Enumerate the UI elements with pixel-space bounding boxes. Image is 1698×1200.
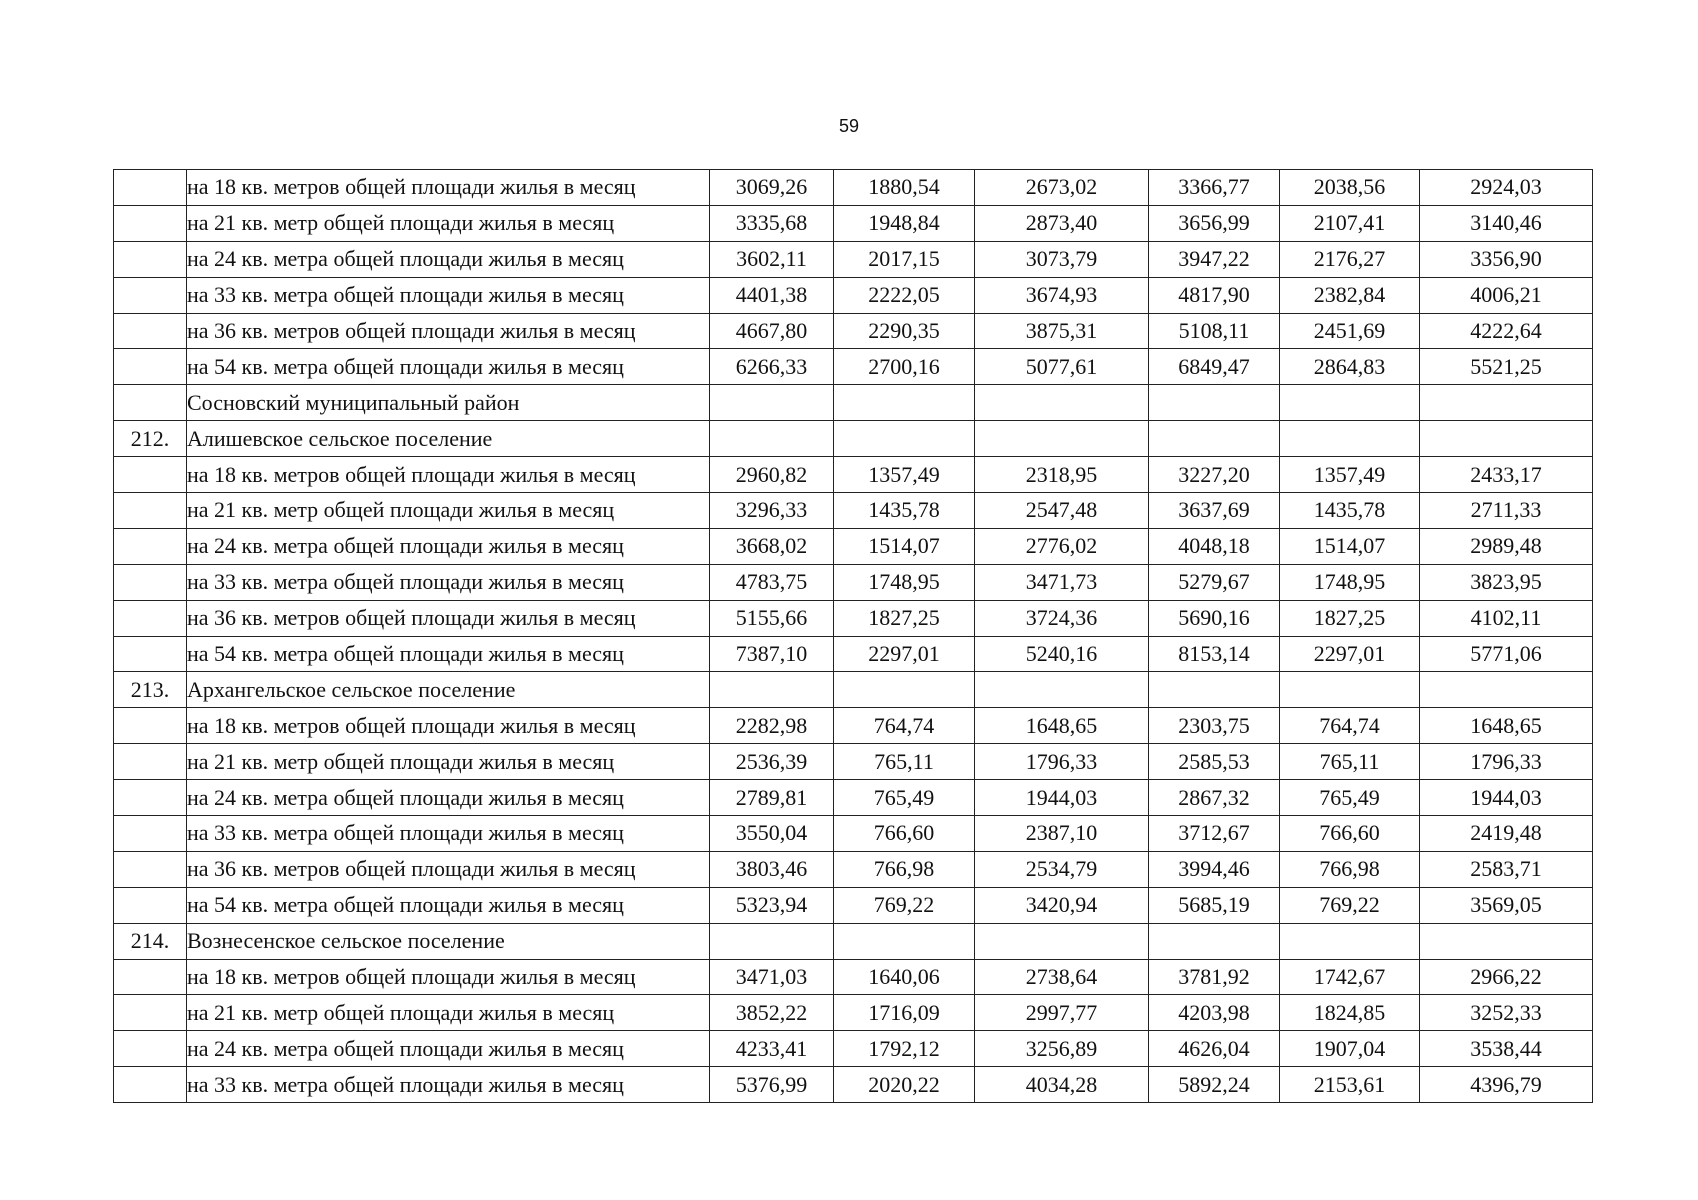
- value-cell-1: 5155,66: [710, 600, 834, 636]
- row-number-cell: [114, 241, 187, 277]
- value-cell-3: 5077,61: [975, 349, 1149, 385]
- value-cell-2: 1357,49: [834, 457, 975, 493]
- value-cell-4: 3366,77: [1149, 170, 1280, 206]
- value-cell-4: [1149, 923, 1280, 959]
- table-row: [114, 349, 1593, 385]
- value-cell-4: 5108,11: [1149, 313, 1280, 349]
- value-cell-1: 3852,22: [710, 995, 834, 1031]
- row-name-cell: на 18 кв. метров общей площади жилья в месяц: [187, 959, 710, 995]
- table-row: [114, 995, 1593, 1031]
- row-number-cell: 213.: [114, 672, 187, 708]
- value-cell-4: 2867,32: [1149, 780, 1280, 816]
- row-number-cell: [114, 636, 187, 672]
- value-cell-2: 2700,16: [834, 349, 975, 385]
- value-cell-5: 2038,56: [1280, 170, 1420, 206]
- value-cell-2: 1792,12: [834, 1031, 975, 1067]
- value-cell-3: 2318,95: [975, 457, 1149, 493]
- value-cell-6: 2419,48: [1420, 816, 1593, 852]
- value-cell-4: 5690,16: [1149, 600, 1280, 636]
- value-cell-5: 765,11: [1280, 744, 1420, 780]
- table-row: [114, 457, 1593, 493]
- value-cell-4: 4048,18: [1149, 528, 1280, 564]
- value-cell-3: 2873,40: [975, 205, 1149, 241]
- value-cell-1: 7387,10: [710, 636, 834, 672]
- row-number-cell: 212.: [114, 421, 187, 457]
- value-cell-5: 2382,84: [1280, 277, 1420, 313]
- row-number-cell: [114, 600, 187, 636]
- row-number-cell: [114, 1067, 187, 1103]
- value-cell-2: 766,98: [834, 851, 975, 887]
- value-cell-3: 3256,89: [975, 1031, 1149, 1067]
- row-number-cell: [114, 564, 187, 600]
- row-number-cell: [114, 277, 187, 313]
- table-row: [114, 851, 1593, 887]
- value-cell-6: 4222,64: [1420, 313, 1593, 349]
- row-number-cell: [114, 170, 187, 206]
- row-name-cell: на 54 кв. метра общей площади жилья в месяц: [187, 349, 710, 385]
- value-cell-3: 3073,79: [975, 241, 1149, 277]
- value-cell-4: 5279,67: [1149, 564, 1280, 600]
- row-number-cell: 214.: [114, 923, 187, 959]
- value-cell-1: 3069,26: [710, 170, 834, 206]
- value-cell-6: 3356,90: [1420, 241, 1593, 277]
- value-cell-6: 2583,71: [1420, 851, 1593, 887]
- value-cell-5: 2107,41: [1280, 205, 1420, 241]
- table-row: [114, 313, 1593, 349]
- value-cell-4: 6849,47: [1149, 349, 1280, 385]
- value-cell-3: [975, 421, 1149, 457]
- row-name-cell: на 21 кв. метр общей площади жилья в месяц: [187, 744, 710, 780]
- value-cell-1: 3803,46: [710, 851, 834, 887]
- value-cell-2: 1748,95: [834, 564, 975, 600]
- value-cell-3: 3471,73: [975, 564, 1149, 600]
- value-cell-5: [1280, 421, 1420, 457]
- row-number-cell: [114, 887, 187, 923]
- row-number-cell: [114, 493, 187, 529]
- value-cell-3: 1648,65: [975, 708, 1149, 744]
- value-cell-4: 3712,67: [1149, 816, 1280, 852]
- value-cell-1: 3335,68: [710, 205, 834, 241]
- value-cell-5: 1357,49: [1280, 457, 1420, 493]
- value-cell-4: 2303,75: [1149, 708, 1280, 744]
- row-name-cell: на 54 кв. метра общей площади жилья в месяц: [187, 636, 710, 672]
- value-cell-6: 5521,25: [1420, 349, 1593, 385]
- row-number-cell: [114, 959, 187, 995]
- table-row: [114, 780, 1593, 816]
- row-number-cell: [114, 313, 187, 349]
- value-cell-3: 1796,33: [975, 744, 1149, 780]
- row-number-cell: [114, 528, 187, 564]
- value-cell-2: 765,11: [834, 744, 975, 780]
- table-row: [114, 744, 1593, 780]
- value-cell-1: 4401,38: [710, 277, 834, 313]
- value-cell-1: 4233,41: [710, 1031, 834, 1067]
- value-cell-6: 4006,21: [1420, 277, 1593, 313]
- row-name-cell: на 24 кв. метра общей площади жилья в месяц: [187, 241, 710, 277]
- value-cell-6: 1648,65: [1420, 708, 1593, 744]
- value-cell-2: 764,74: [834, 708, 975, 744]
- row-name-cell: на 24 кв. метра общей площади жилья в месяц: [187, 1031, 710, 1067]
- row-name-cell: Архангельское сельское поселение: [187, 672, 710, 708]
- value-cell-5: 2176,27: [1280, 241, 1420, 277]
- value-cell-5: 1748,95: [1280, 564, 1420, 600]
- row-name-cell: на 36 кв. метров общей площади жилья в месяц: [187, 600, 710, 636]
- value-cell-5: 2297,01: [1280, 636, 1420, 672]
- value-cell-2: 2017,15: [834, 241, 975, 277]
- row-name-cell: на 18 кв. метров общей площади жилья в месяц: [187, 170, 710, 206]
- value-cell-1: [710, 923, 834, 959]
- value-cell-1: 5376,99: [710, 1067, 834, 1103]
- row-name-cell: на 24 кв. метра общей площади жилья в месяц: [187, 528, 710, 564]
- value-cell-4: 2585,53: [1149, 744, 1280, 780]
- table-row: [114, 528, 1593, 564]
- value-cell-6: 3569,05: [1420, 887, 1593, 923]
- value-cell-2: [834, 421, 975, 457]
- value-cell-4: 5685,19: [1149, 887, 1280, 923]
- value-cell-3: 3674,93: [975, 277, 1149, 313]
- value-cell-6: 1944,03: [1420, 780, 1593, 816]
- table-row: [114, 493, 1593, 529]
- value-cell-3: 2997,77: [975, 995, 1149, 1031]
- value-cell-1: 4783,75: [710, 564, 834, 600]
- value-cell-4: 3227,20: [1149, 457, 1280, 493]
- row-number-cell: [114, 349, 187, 385]
- value-cell-6: 4396,79: [1420, 1067, 1593, 1103]
- table-row: [114, 816, 1593, 852]
- value-cell-4: 4203,98: [1149, 995, 1280, 1031]
- value-cell-6: [1420, 385, 1593, 421]
- table-row: [114, 887, 1593, 923]
- value-cell-3: 5240,16: [975, 636, 1149, 672]
- table-row: [114, 385, 1593, 421]
- value-cell-2: [834, 385, 975, 421]
- row-number-cell: [114, 708, 187, 744]
- tariff-table: [113, 169, 1593, 1103]
- value-cell-5: 1824,85: [1280, 995, 1420, 1031]
- value-cell-6: 3140,46: [1420, 205, 1593, 241]
- value-cell-3: 2534,79: [975, 851, 1149, 887]
- value-cell-2: 766,60: [834, 816, 975, 852]
- value-cell-2: 1640,06: [834, 959, 975, 995]
- value-cell-2: 2222,05: [834, 277, 975, 313]
- value-cell-4: [1149, 385, 1280, 421]
- value-cell-5: 2451,69: [1280, 313, 1420, 349]
- page-number: 59: [838, 116, 860, 136]
- row-name-cell: на 36 кв. метров общей площади жилья в месяц: [187, 313, 710, 349]
- value-cell-5: 1435,78: [1280, 493, 1420, 529]
- row-name-cell: на 33 кв. метра общей площади жилья в месяц: [187, 816, 710, 852]
- value-cell-1: [710, 385, 834, 421]
- value-cell-6: [1420, 923, 1593, 959]
- value-cell-6: [1420, 421, 1593, 457]
- value-cell-6: 3252,33: [1420, 995, 1593, 1031]
- row-name-cell: на 21 кв. метр общей площади жилья в месяц: [187, 205, 710, 241]
- value-cell-4: [1149, 672, 1280, 708]
- row-number-cell: [114, 1031, 187, 1067]
- value-cell-1: 3296,33: [710, 493, 834, 529]
- row-name-cell: на 54 кв. метра общей площади жилья в месяц: [187, 887, 710, 923]
- value-cell-6: 5771,06: [1420, 636, 1593, 672]
- table-row: [114, 672, 1593, 708]
- table-row: [114, 170, 1593, 206]
- value-cell-1: 3471,03: [710, 959, 834, 995]
- value-cell-5: 1907,04: [1280, 1031, 1420, 1067]
- table-row: [114, 1067, 1593, 1103]
- value-cell-6: 4102,11: [1420, 600, 1593, 636]
- value-cell-5: [1280, 385, 1420, 421]
- value-cell-2: 2297,01: [834, 636, 975, 672]
- value-cell-5: 1827,25: [1280, 600, 1420, 636]
- row-name-cell: на 18 кв. метров общей площади жилья в месяц: [187, 708, 710, 744]
- value-cell-2: 1880,54: [834, 170, 975, 206]
- value-cell-1: 6266,33: [710, 349, 834, 385]
- row-number-cell: [114, 205, 187, 241]
- value-cell-4: [1149, 421, 1280, 457]
- value-cell-3: [975, 923, 1149, 959]
- value-cell-6: 2989,48: [1420, 528, 1593, 564]
- row-name-cell: Сосновский муниципальный район: [187, 385, 710, 421]
- value-cell-4: 3781,92: [1149, 959, 1280, 995]
- value-cell-1: 3550,04: [710, 816, 834, 852]
- value-cell-4: 3656,99: [1149, 205, 1280, 241]
- value-cell-3: [975, 672, 1149, 708]
- value-cell-4: 4626,04: [1149, 1031, 1280, 1067]
- value-cell-3: 4034,28: [975, 1067, 1149, 1103]
- value-cell-5: 2864,83: [1280, 349, 1420, 385]
- value-cell-5: [1280, 923, 1420, 959]
- value-cell-4: 8153,14: [1149, 636, 1280, 672]
- value-cell-3: 2547,48: [975, 493, 1149, 529]
- value-cell-1: 2536,39: [710, 744, 834, 780]
- table-row: [114, 923, 1593, 959]
- value-cell-3: 1944,03: [975, 780, 1149, 816]
- value-cell-5: 2153,61: [1280, 1067, 1420, 1103]
- value-cell-4: 4817,90: [1149, 277, 1280, 313]
- row-number-cell: [114, 780, 187, 816]
- value-cell-2: 1827,25: [834, 600, 975, 636]
- value-cell-6: [1420, 672, 1593, 708]
- value-cell-3: 2387,10: [975, 816, 1149, 852]
- table-row: [114, 277, 1593, 313]
- value-cell-2: 769,22: [834, 887, 975, 923]
- value-cell-3: 2738,64: [975, 959, 1149, 995]
- value-cell-6: 1796,33: [1420, 744, 1593, 780]
- value-cell-2: 765,49: [834, 780, 975, 816]
- value-cell-5: 769,22: [1280, 887, 1420, 923]
- row-name-cell: на 21 кв. метр общей площади жилья в месяц: [187, 995, 710, 1031]
- table-row: [114, 241, 1593, 277]
- row-number-cell: [114, 995, 187, 1031]
- row-name-cell: на 33 кв. метра общей площади жилья в месяц: [187, 1067, 710, 1103]
- value-cell-2: 1435,78: [834, 493, 975, 529]
- row-name-cell: на 33 кв. метра общей площади жилья в месяц: [187, 564, 710, 600]
- value-cell-2: [834, 923, 975, 959]
- row-name-cell: на 33 кв. метра общей площади жилья в месяц: [187, 277, 710, 313]
- value-cell-1: 2789,81: [710, 780, 834, 816]
- value-cell-2: 2290,35: [834, 313, 975, 349]
- value-cell-6: 3823,95: [1420, 564, 1593, 600]
- table-row: [114, 636, 1593, 672]
- value-cell-2: 2020,22: [834, 1067, 975, 1103]
- row-name-cell: Алишевское сельское поселение: [187, 421, 710, 457]
- value-cell-1: [710, 672, 834, 708]
- value-cell-6: 3538,44: [1420, 1031, 1593, 1067]
- row-name-cell: на 24 кв. метра общей площади жилья в месяц: [187, 780, 710, 816]
- value-cell-4: 3637,69: [1149, 493, 1280, 529]
- table-row: [114, 708, 1593, 744]
- value-cell-3: 2776,02: [975, 528, 1149, 564]
- row-number-cell: [114, 851, 187, 887]
- value-cell-1: 2960,82: [710, 457, 834, 493]
- row-name-cell: Вознесенское сельское поселение: [187, 923, 710, 959]
- table-row: [114, 564, 1593, 600]
- value-cell-3: 3724,36: [975, 600, 1149, 636]
- value-cell-4: 3994,46: [1149, 851, 1280, 887]
- row-name-cell: на 18 кв. метров общей площади жилья в месяц: [187, 457, 710, 493]
- value-cell-5: 1742,67: [1280, 959, 1420, 995]
- value-cell-3: 3875,31: [975, 313, 1149, 349]
- row-number-cell: [114, 744, 187, 780]
- value-cell-5: 1514,07: [1280, 528, 1420, 564]
- row-name-cell: на 36 кв. метров общей площади жилья в месяц: [187, 851, 710, 887]
- value-cell-3: 3420,94: [975, 887, 1149, 923]
- value-cell-2: 1716,09: [834, 995, 975, 1031]
- value-cell-1: 5323,94: [710, 887, 834, 923]
- row-number-cell: [114, 457, 187, 493]
- table-row: [114, 959, 1593, 995]
- value-cell-1: 2282,98: [710, 708, 834, 744]
- value-cell-1: 4667,80: [710, 313, 834, 349]
- value-cell-5: 764,74: [1280, 708, 1420, 744]
- table-row: [114, 600, 1593, 636]
- row-name-cell: на 21 кв. метр общей площади жилья в месяц: [187, 493, 710, 529]
- value-cell-2: 1514,07: [834, 528, 975, 564]
- row-number-cell: [114, 385, 187, 421]
- value-cell-4: 3947,22: [1149, 241, 1280, 277]
- value-cell-5: 766,98: [1280, 851, 1420, 887]
- value-cell-5: 766,60: [1280, 816, 1420, 852]
- value-cell-2: 1948,84: [834, 205, 975, 241]
- value-cell-6: 2711,33: [1420, 493, 1593, 529]
- table-row: [114, 421, 1593, 457]
- value-cell-1: 3602,11: [710, 241, 834, 277]
- value-cell-6: 2966,22: [1420, 959, 1593, 995]
- value-cell-3: [975, 385, 1149, 421]
- value-cell-2: [834, 672, 975, 708]
- table-body: [114, 170, 1593, 1103]
- value-cell-5: [1280, 672, 1420, 708]
- value-cell-4: 5892,24: [1149, 1067, 1280, 1103]
- value-cell-1: 3668,02: [710, 528, 834, 564]
- value-cell-6: 2924,03: [1420, 170, 1593, 206]
- value-cell-6: 2433,17: [1420, 457, 1593, 493]
- value-cell-3: 2673,02: [975, 170, 1149, 206]
- row-number-cell: [114, 816, 187, 852]
- table-row: [114, 1031, 1593, 1067]
- value-cell-5: 765,49: [1280, 780, 1420, 816]
- value-cell-1: [710, 421, 834, 457]
- table-row: [114, 205, 1593, 241]
